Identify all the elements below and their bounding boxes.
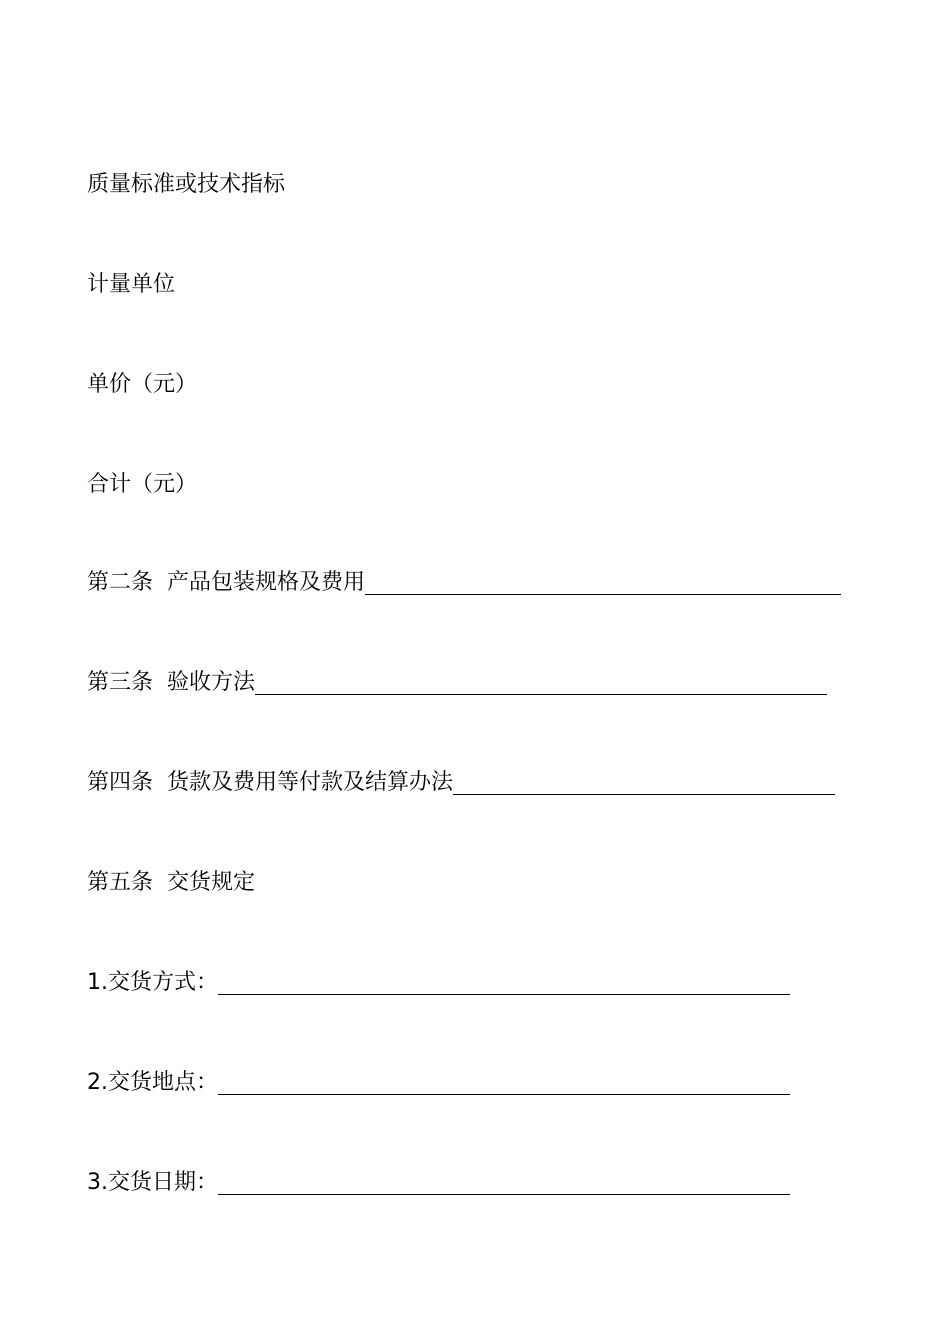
article-5-number: 第五条 xyxy=(87,870,154,895)
delivery-date-label: 3.交货日期： xyxy=(87,1170,218,1195)
quality-standard-line xyxy=(87,170,285,200)
article-5-text: 交货规定 xyxy=(167,870,256,895)
article-4-number: 第四条 xyxy=(87,770,154,795)
article-2-number: 第二条 xyxy=(87,570,154,595)
delivery-date-fill-blank[interactable] xyxy=(218,1170,790,1195)
delivery-method-label: 1.交货方式： xyxy=(87,970,218,995)
article-3-text: 验收方法 xyxy=(167,670,256,695)
article-4-fill-blank[interactable] xyxy=(453,770,835,795)
article-2-text: 产品包装规格及费用 xyxy=(167,570,366,595)
measure-unit-line xyxy=(87,270,175,300)
delivery-method-line xyxy=(87,968,790,998)
delivery-method-fill-blank[interactable] xyxy=(218,970,790,995)
delivery-date-line xyxy=(87,1168,790,1198)
delivery-place-line xyxy=(87,1068,790,1098)
article-2-fill-blank[interactable] xyxy=(365,570,841,595)
measure-unit-label: 计量单位 xyxy=(87,272,176,297)
total-line xyxy=(87,470,197,500)
article-5-line xyxy=(87,868,255,898)
article-4-line xyxy=(87,768,835,798)
article-3-line xyxy=(87,668,827,698)
delivery-place-fill-blank[interactable] xyxy=(218,1070,790,1095)
total-label: 合计（元） xyxy=(87,472,198,497)
delivery-place-label: 2.交货地点： xyxy=(87,1070,218,1095)
article-4-text: 货款及费用等付款及结算办法 xyxy=(167,770,454,795)
article-2-line xyxy=(87,568,841,598)
unit-price-line xyxy=(87,370,197,400)
unit-price-label: 单价（元） xyxy=(87,372,198,397)
article-3-number: 第三条 xyxy=(87,670,154,695)
quality-standard-label: 质量标准或技术指标 xyxy=(87,172,286,197)
article-3-fill-blank[interactable] xyxy=(255,670,827,695)
